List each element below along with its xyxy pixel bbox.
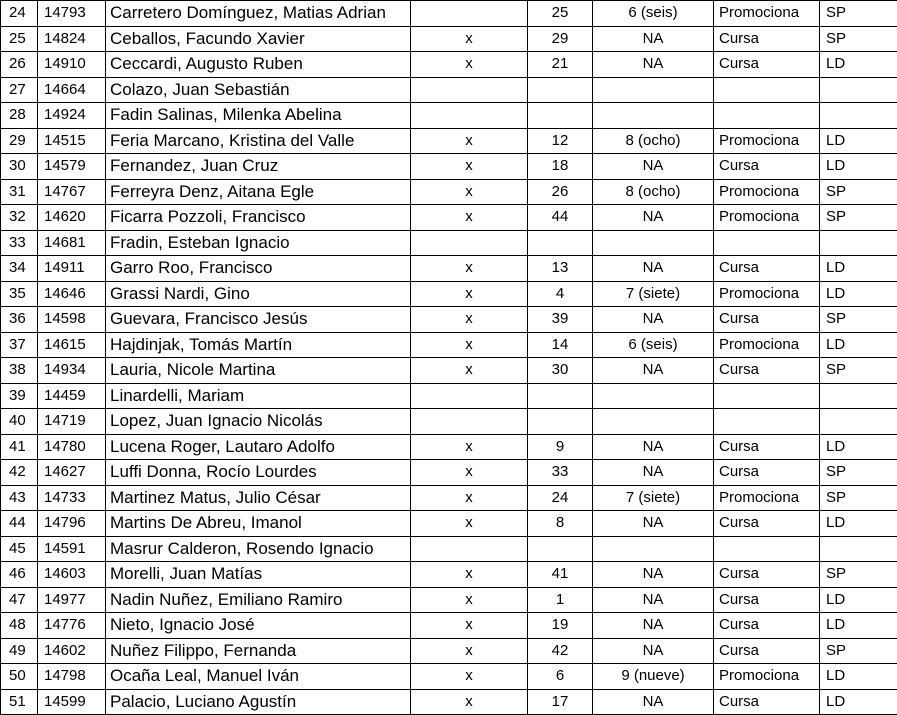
count-cell[interactable]: 25: [528, 1, 593, 27]
group-code-cell[interactable]: LD: [820, 587, 897, 613]
student-name-cell[interactable]: Linardelli, Mariam: [106, 383, 411, 409]
table-row: [1, 409, 897, 435]
count-cell[interactable]: 39: [528, 307, 593, 333]
status-cell[interactable]: Cursa: [714, 256, 820, 282]
student-name-cell[interactable]: Ocaña Leal, Manuel Iván: [106, 664, 411, 690]
enrolled-mark-cell[interactable]: x: [411, 511, 528, 537]
enrolled-mark-cell[interactable]: [411, 103, 528, 129]
enrolled-mark-cell[interactable]: x: [411, 689, 528, 715]
table-row: [1, 485, 897, 511]
student-id-cell[interactable]: 14599: [38, 689, 106, 715]
row-number-cell[interactable]: 38: [1, 358, 38, 384]
group-code-cell[interactable]: [820, 383, 897, 409]
student-id-cell[interactable]: 14591: [38, 536, 106, 562]
student-id-cell[interactable]: 14515: [38, 128, 106, 154]
group-code-cell[interactable]: [820, 77, 897, 103]
enrolled-mark-cell[interactable]: x: [411, 307, 528, 333]
enrolled-mark-cell[interactable]: [411, 77, 528, 103]
enrolled-mark-cell[interactable]: x: [411, 434, 528, 460]
row-number-cell[interactable]: 36: [1, 307, 38, 333]
enrolled-mark-cell[interactable]: [411, 230, 528, 256]
enrolled-mark-cell[interactable]: x: [411, 664, 528, 690]
group-code-cell[interactable]: LD: [820, 689, 897, 715]
enrolled-mark-cell[interactable]: x: [411, 179, 528, 205]
group-code-cell[interactable]: LD: [820, 281, 897, 307]
status-cell[interactable]: Cursa: [714, 307, 820, 333]
group-code-cell[interactable]: SP: [820, 638, 897, 664]
grade-cell[interactable]: NA: [593, 26, 714, 52]
grade-cell[interactable]: [593, 77, 714, 103]
count-cell[interactable]: [528, 77, 593, 103]
row-number-cell[interactable]: 42: [1, 460, 38, 486]
grade-cell[interactable]: NA: [593, 205, 714, 231]
count-cell[interactable]: [528, 230, 593, 256]
grade-cell[interactable]: [593, 409, 714, 435]
count-cell[interactable]: 19: [528, 613, 593, 639]
grade-cell[interactable]: 7 (siete): [593, 485, 714, 511]
grade-cell[interactable]: [593, 230, 714, 256]
table-row: [1, 358, 897, 384]
count-cell[interactable]: 9: [528, 434, 593, 460]
row-number-cell[interactable]: 50: [1, 664, 38, 690]
group-code-cell[interactable]: [820, 103, 897, 129]
table-row: [1, 205, 897, 231]
student-id-cell[interactable]: 14824: [38, 26, 106, 52]
grade-cell[interactable]: NA: [593, 638, 714, 664]
group-code-cell[interactable]: SP: [820, 460, 897, 486]
student-id-cell[interactable]: 14646: [38, 281, 106, 307]
count-cell[interactable]: 17: [528, 689, 593, 715]
student-name-cell[interactable]: Lauria, Nicole Martina: [106, 358, 411, 384]
table-row: [1, 77, 897, 103]
student-name-cell[interactable]: Martinez Matus, Julio César: [106, 485, 411, 511]
table-row: [1, 511, 897, 537]
table-row: [1, 689, 897, 715]
group-code-cell[interactable]: SP: [820, 179, 897, 205]
status-cell[interactable]: Promociona: [714, 1, 820, 27]
table-row: [1, 460, 897, 486]
status-cell[interactable]: Promociona: [714, 332, 820, 358]
student-id-cell[interactable]: 14627: [38, 460, 106, 486]
student-name-cell[interactable]: Grassi Nardi, Gino: [106, 281, 411, 307]
table-row: [1, 103, 897, 129]
student-id-cell[interactable]: 14977: [38, 587, 106, 613]
table-row: [1, 1, 897, 27]
status-cell[interactable]: Cursa: [714, 26, 820, 52]
student-name-cell[interactable]: Nuñez Filippo, Fernanda: [106, 638, 411, 664]
group-code-cell[interactable]: SP: [820, 205, 897, 231]
enrolled-mark-cell[interactable]: x: [411, 562, 528, 588]
row-number-cell[interactable]: 49: [1, 638, 38, 664]
count-cell[interactable]: [528, 536, 593, 562]
group-code-cell[interactable]: [820, 409, 897, 435]
enrolled-mark-cell[interactable]: x: [411, 154, 528, 180]
student-name-cell[interactable]: Fradin, Esteban Ignacio: [106, 230, 411, 256]
status-cell[interactable]: Cursa: [714, 434, 820, 460]
table-row: [1, 154, 897, 180]
row-number-cell[interactable]: 25: [1, 26, 38, 52]
status-cell[interactable]: [714, 230, 820, 256]
grade-cell[interactable]: 8 (ocho): [593, 128, 714, 154]
group-code-cell[interactable]: SP: [820, 26, 897, 52]
student-name-cell[interactable]: Luffi Donna, Rocío Lourdes: [106, 460, 411, 486]
row-number-cell[interactable]: 34: [1, 256, 38, 282]
count-cell[interactable]: [528, 409, 593, 435]
table-row: [1, 536, 897, 562]
table-row: [1, 332, 897, 358]
row-number-cell[interactable]: 32: [1, 205, 38, 231]
row-number-cell[interactable]: 33: [1, 230, 38, 256]
enrolled-mark-cell[interactable]: x: [411, 128, 528, 154]
count-cell[interactable]: 21: [528, 52, 593, 78]
table-row: [1, 562, 897, 588]
count-cell[interactable]: 33: [528, 460, 593, 486]
student-id-cell[interactable]: 14911: [38, 256, 106, 282]
grade-cell[interactable]: [593, 383, 714, 409]
table-row: [1, 256, 897, 282]
row-number-cell[interactable]: 51: [1, 689, 38, 715]
status-cell[interactable]: Promociona: [714, 485, 820, 511]
student-id-cell[interactable]: 14798: [38, 664, 106, 690]
count-cell[interactable]: 44: [528, 205, 593, 231]
count-cell[interactable]: 24: [528, 485, 593, 511]
count-cell[interactable]: 12: [528, 128, 593, 154]
student-id-cell[interactable]: 14719: [38, 409, 106, 435]
student-name-cell[interactable]: Nieto, Ignacio José: [106, 613, 411, 639]
student-id-cell[interactable]: 14620: [38, 205, 106, 231]
grade-cell[interactable]: NA: [593, 52, 714, 78]
count-cell[interactable]: 30: [528, 358, 593, 384]
student-id-cell[interactable]: 14733: [38, 485, 106, 511]
enrolled-mark-cell[interactable]: x: [411, 485, 528, 511]
student-name-cell[interactable]: Ferreyra Denz, Aitana Egle: [106, 179, 411, 205]
student-id-cell[interactable]: 14924: [38, 103, 106, 129]
group-code-cell[interactable]: SP: [820, 307, 897, 333]
count-cell[interactable]: 14: [528, 332, 593, 358]
table-row: [1, 664, 897, 690]
row-number-cell[interactable]: 31: [1, 179, 38, 205]
status-cell[interactable]: [714, 383, 820, 409]
student-id-cell[interactable]: 14615: [38, 332, 106, 358]
group-code-cell[interactable]: LD: [820, 511, 897, 537]
group-code-cell[interactable]: [820, 230, 897, 256]
student-name-cell[interactable]: Palacio, Luciano Agustín: [106, 689, 411, 715]
group-code-cell[interactable]: SP: [820, 358, 897, 384]
enrolled-mark-cell[interactable]: [411, 536, 528, 562]
status-cell[interactable]: Cursa: [714, 358, 820, 384]
status-cell[interactable]: Cursa: [714, 613, 820, 639]
status-cell[interactable]: Cursa: [714, 638, 820, 664]
group-code-cell[interactable]: LD: [820, 332, 897, 358]
student-id-cell[interactable]: 14767: [38, 179, 106, 205]
enrolled-mark-cell[interactable]: x: [411, 52, 528, 78]
student-id-cell[interactable]: 14664: [38, 77, 106, 103]
enrolled-mark-cell[interactable]: x: [411, 281, 528, 307]
grade-cell[interactable]: 7 (siete): [593, 281, 714, 307]
group-code-cell[interactable]: LD: [820, 52, 897, 78]
status-cell[interactable]: Cursa: [714, 154, 820, 180]
grade-cell[interactable]: NA: [593, 587, 714, 613]
count-cell[interactable]: 8: [528, 511, 593, 537]
row-number-cell[interactable]: 24: [1, 1, 38, 27]
grade-cell[interactable]: NA: [593, 358, 714, 384]
status-cell[interactable]: Promociona: [714, 205, 820, 231]
status-cell[interactable]: [714, 409, 820, 435]
student-name-cell[interactable]: Lucena Roger, Lautaro Adolfo: [106, 434, 411, 460]
group-code-cell[interactable]: SP: [820, 562, 897, 588]
table-row: [1, 281, 897, 307]
student-id-cell[interactable]: 14681: [38, 230, 106, 256]
enrolled-mark-cell[interactable]: x: [411, 460, 528, 486]
status-cell[interactable]: Cursa: [714, 460, 820, 486]
enrolled-mark-cell[interactable]: x: [411, 358, 528, 384]
count-cell[interactable]: 18: [528, 154, 593, 180]
row-number-cell[interactable]: 41: [1, 434, 38, 460]
row-number-cell[interactable]: 47: [1, 587, 38, 613]
status-cell[interactable]: Cursa: [714, 689, 820, 715]
student-name-cell[interactable]: Guevara, Francisco Jesús: [106, 307, 411, 333]
student-name-cell[interactable]: Colazo, Juan Sebastián: [106, 77, 411, 103]
student-name-cell[interactable]: Garro Roo, Francisco: [106, 256, 411, 282]
grade-cell[interactable]: [593, 536, 714, 562]
enrolled-mark-cell[interactable]: x: [411, 587, 528, 613]
status-cell[interactable]: Promociona: [714, 281, 820, 307]
status-cell[interactable]: Cursa: [714, 52, 820, 78]
student-name-cell[interactable]: Hajdinjak, Tomás Martín: [106, 332, 411, 358]
row-number-cell[interactable]: 48: [1, 613, 38, 639]
student-name-cell[interactable]: Fadin Salinas, Milenka Abelina: [106, 103, 411, 129]
student-id-cell[interactable]: 14796: [38, 511, 106, 537]
table-row: [1, 307, 897, 333]
grade-cell[interactable]: NA: [593, 562, 714, 588]
group-code-cell[interactable]: [820, 536, 897, 562]
status-cell[interactable]: [714, 536, 820, 562]
student-name-cell[interactable]: Martins De Abreu, Imanol: [106, 511, 411, 537]
row-number-cell[interactable]: 29: [1, 128, 38, 154]
table-row: [1, 128, 897, 154]
table-row: [1, 383, 897, 409]
student-name-cell[interactable]: Masrur Calderon, Rosendo Ignacio: [106, 536, 411, 562]
count-cell[interactable]: 41: [528, 562, 593, 588]
enrolled-mark-cell[interactable]: x: [411, 332, 528, 358]
student-name-cell[interactable]: Ficarra Pozzoli, Francisco: [106, 205, 411, 231]
student-id-cell[interactable]: 14934: [38, 358, 106, 384]
table-row: [1, 638, 897, 664]
student-name-cell[interactable]: Morelli, Juan Matías: [106, 562, 411, 588]
student-id-cell[interactable]: 14598: [38, 307, 106, 333]
grade-cell[interactable]: 8 (ocho): [593, 179, 714, 205]
row-number-cell[interactable]: 45: [1, 536, 38, 562]
count-cell[interactable]: [528, 103, 593, 129]
table-row: [1, 230, 897, 256]
row-number-cell[interactable]: 39: [1, 383, 38, 409]
group-code-cell[interactable]: LD: [820, 664, 897, 690]
table-row: [1, 26, 897, 52]
grade-cell[interactable]: NA: [593, 307, 714, 333]
group-code-cell[interactable]: LD: [820, 434, 897, 460]
student-name-cell[interactable]: Lopez, Juan Ignacio Nicolás: [106, 409, 411, 435]
student-name-cell[interactable]: Ceccardi, Augusto Ruben: [106, 52, 411, 78]
table-row: [1, 52, 897, 78]
count-cell[interactable]: 42: [528, 638, 593, 664]
status-cell[interactable]: Promociona: [714, 128, 820, 154]
student-id-cell[interactable]: 14459: [38, 383, 106, 409]
count-cell[interactable]: 29: [528, 26, 593, 52]
student-name-cell[interactable]: Feria Marcano, Kristina del Valle: [106, 128, 411, 154]
status-cell[interactable]: Cursa: [714, 587, 820, 613]
student-name-cell[interactable]: Nadin Nuñez, Emiliano Ramiro: [106, 587, 411, 613]
student-id-cell[interactable]: 14910: [38, 52, 106, 78]
table-row: [1, 613, 897, 639]
enrolled-mark-cell[interactable]: x: [411, 205, 528, 231]
grade-cell[interactable]: NA: [593, 460, 714, 486]
grade-cell[interactable]: NA: [593, 613, 714, 639]
enrolled-mark-cell[interactable]: x: [411, 638, 528, 664]
row-number-cell[interactable]: 27: [1, 77, 38, 103]
status-cell[interactable]: Cursa: [714, 511, 820, 537]
enrolled-mark-cell[interactable]: x: [411, 613, 528, 639]
grade-cell[interactable]: NA: [593, 434, 714, 460]
table-row: [1, 434, 897, 460]
group-code-cell[interactable]: SP: [820, 1, 897, 27]
grade-cell[interactable]: 6 (seis): [593, 1, 714, 27]
student-name-cell[interactable]: Ceballos, Facundo Xavier: [106, 26, 411, 52]
student-id-cell[interactable]: 14602: [38, 638, 106, 664]
enrolled-mark-cell[interactable]: [411, 409, 528, 435]
grade-cell[interactable]: 9 (nueve): [593, 664, 714, 690]
row-number-cell[interactable]: 40: [1, 409, 38, 435]
row-number-cell[interactable]: 43: [1, 485, 38, 511]
row-number-cell[interactable]: 30: [1, 154, 38, 180]
count-cell[interactable]: 1: [528, 587, 593, 613]
row-number-cell[interactable]: 35: [1, 281, 38, 307]
count-cell[interactable]: 26: [528, 179, 593, 205]
grade-cell[interactable]: [593, 103, 714, 129]
group-code-cell[interactable]: LD: [820, 154, 897, 180]
student-id-cell[interactable]: 14603: [38, 562, 106, 588]
row-number-cell[interactable]: 37: [1, 332, 38, 358]
enrolled-mark-cell[interactable]: [411, 1, 528, 27]
student-id-cell[interactable]: 14793: [38, 1, 106, 27]
row-number-cell[interactable]: 28: [1, 103, 38, 129]
status-cell[interactable]: [714, 103, 820, 129]
student-id-cell[interactable]: 14776: [38, 613, 106, 639]
count-cell[interactable]: 6: [528, 664, 593, 690]
row-number-cell[interactable]: 44: [1, 511, 38, 537]
grade-cell[interactable]: NA: [593, 689, 714, 715]
grade-cell[interactable]: NA: [593, 511, 714, 537]
enrolled-mark-cell[interactable]: x: [411, 26, 528, 52]
status-cell[interactable]: Promociona: [714, 179, 820, 205]
student-id-cell[interactable]: 14780: [38, 434, 106, 460]
status-cell[interactable]: Cursa: [714, 562, 820, 588]
count-cell[interactable]: 4: [528, 281, 593, 307]
student-id-cell[interactable]: 14579: [38, 154, 106, 180]
status-cell[interactable]: [714, 77, 820, 103]
row-number-cell[interactable]: 26: [1, 52, 38, 78]
count-cell[interactable]: [528, 383, 593, 409]
grade-cell[interactable]: NA: [593, 154, 714, 180]
group-code-cell[interactable]: SP: [820, 485, 897, 511]
status-cell[interactable]: Promociona: [714, 664, 820, 690]
table-row: [1, 179, 897, 205]
group-code-cell[interactable]: LD: [820, 613, 897, 639]
spreadsheet-body: [1, 1, 897, 715]
count-cell[interactable]: 13: [528, 256, 593, 282]
enrolled-mark-cell[interactable]: x: [411, 256, 528, 282]
row-number-cell[interactable]: 46: [1, 562, 38, 588]
student-name-cell[interactable]: Carretero Domínguez, Matias Adrian: [106, 1, 411, 27]
grade-cell[interactable]: 6 (seis): [593, 332, 714, 358]
enrolled-mark-cell[interactable]: [411, 383, 528, 409]
table-row: [1, 587, 897, 613]
student-name-cell[interactable]: Fernandez, Juan Cruz: [106, 154, 411, 180]
grade-cell[interactable]: NA: [593, 256, 714, 282]
group-code-cell[interactable]: LD: [820, 256, 897, 282]
group-code-cell[interactable]: LD: [820, 128, 897, 154]
